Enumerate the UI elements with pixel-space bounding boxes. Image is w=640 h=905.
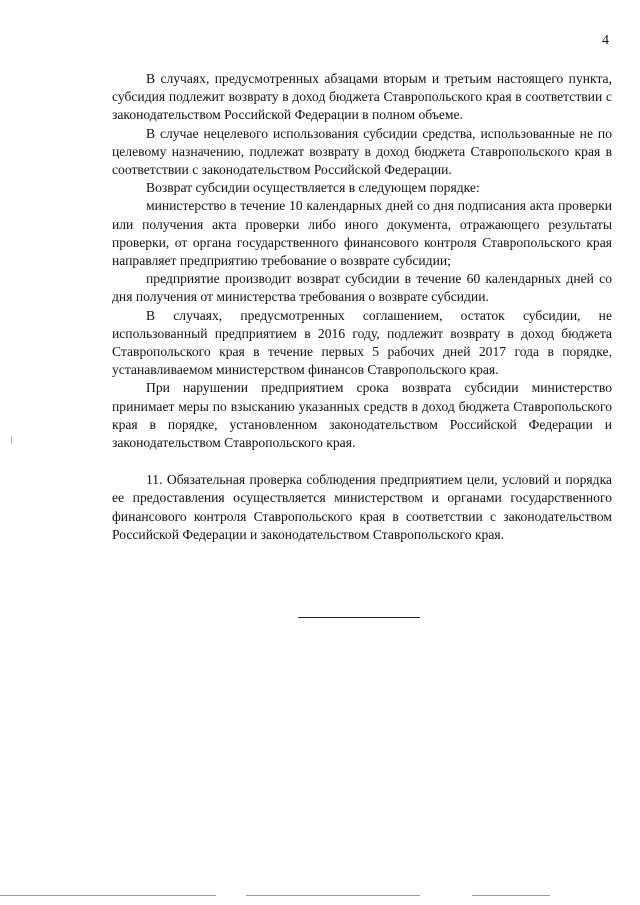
end-divider — [298, 617, 420, 618]
scan-edge-line — [472, 895, 550, 896]
paragraph-refund-full: В случаях, предусмотренных абзацами вторым и третьим настоящего пункта, субсидия подлежит возврату в доход бюджета Ставропольского края в соответствии с законодательством Российской Федерации в полном объеме. — [112, 71, 612, 123]
paragraph-item-11: 11. Обязательная проверка соблюдения предприятием цели, условий и порядка ее предоставления осуществляется министерством и органами государственного финансового контроля Ставропольского края в соответствии с законодательством Российской Федерации и законодательством Ставропольского края. — [112, 472, 612, 542]
scan-edge-line — [0, 895, 216, 896]
paragraph-ministry-demand: министерство в течение 10 календарных дней со дня подписания акта проверки или получения акта проверки либо иного документа, отражающего результаты проверки, от органа государственного финансового контроля Ставропольского края направляет предприятию требование о возврате субсидии; — [112, 198, 612, 269]
paragraph-misuse-refund: В случае нецелевого использования субсидии средства, использованные не по целевому назначению, подлежат возврату в доход бюджета Ставропольского края в соответствии с законодательством Российской Федерации. — [112, 125, 612, 178]
scan-edge-line — [246, 895, 420, 896]
paragraph-enterprise-refund: предприятие производит возврат субсидии в течение 60 календарных дней со дня получения от министерства требования о возврате субсидии. — [112, 271, 612, 305]
paragraph-unused-balance: В случаях, предусмотренных соглашением, остаток субсидии, не использованный предприятием в 2016 году, подлежит возврату в доход бюджета Ставропольского края в течение первых 5 рабочих дней 2017 года в порядке, устанавливаемом министерством финансов Ставропольского края. — [112, 307, 612, 378]
paragraph-refund-procedure: Возврат субсидии осуществляется в следующем порядке: — [146, 180, 480, 196]
paragraph-deadline-violation: При нарушении предприятием срока возврата субсидии министерство принимает меры по взысканию указанных средств в доход бюджета Ставропольского края в порядке, установленном законодательством Российской Федерации и законодательством Ставропольского края. — [112, 380, 612, 451]
page-number: 4 — [602, 33, 609, 48]
scan-artifact — [11, 436, 12, 444]
document-body — [112, 70, 612, 544]
